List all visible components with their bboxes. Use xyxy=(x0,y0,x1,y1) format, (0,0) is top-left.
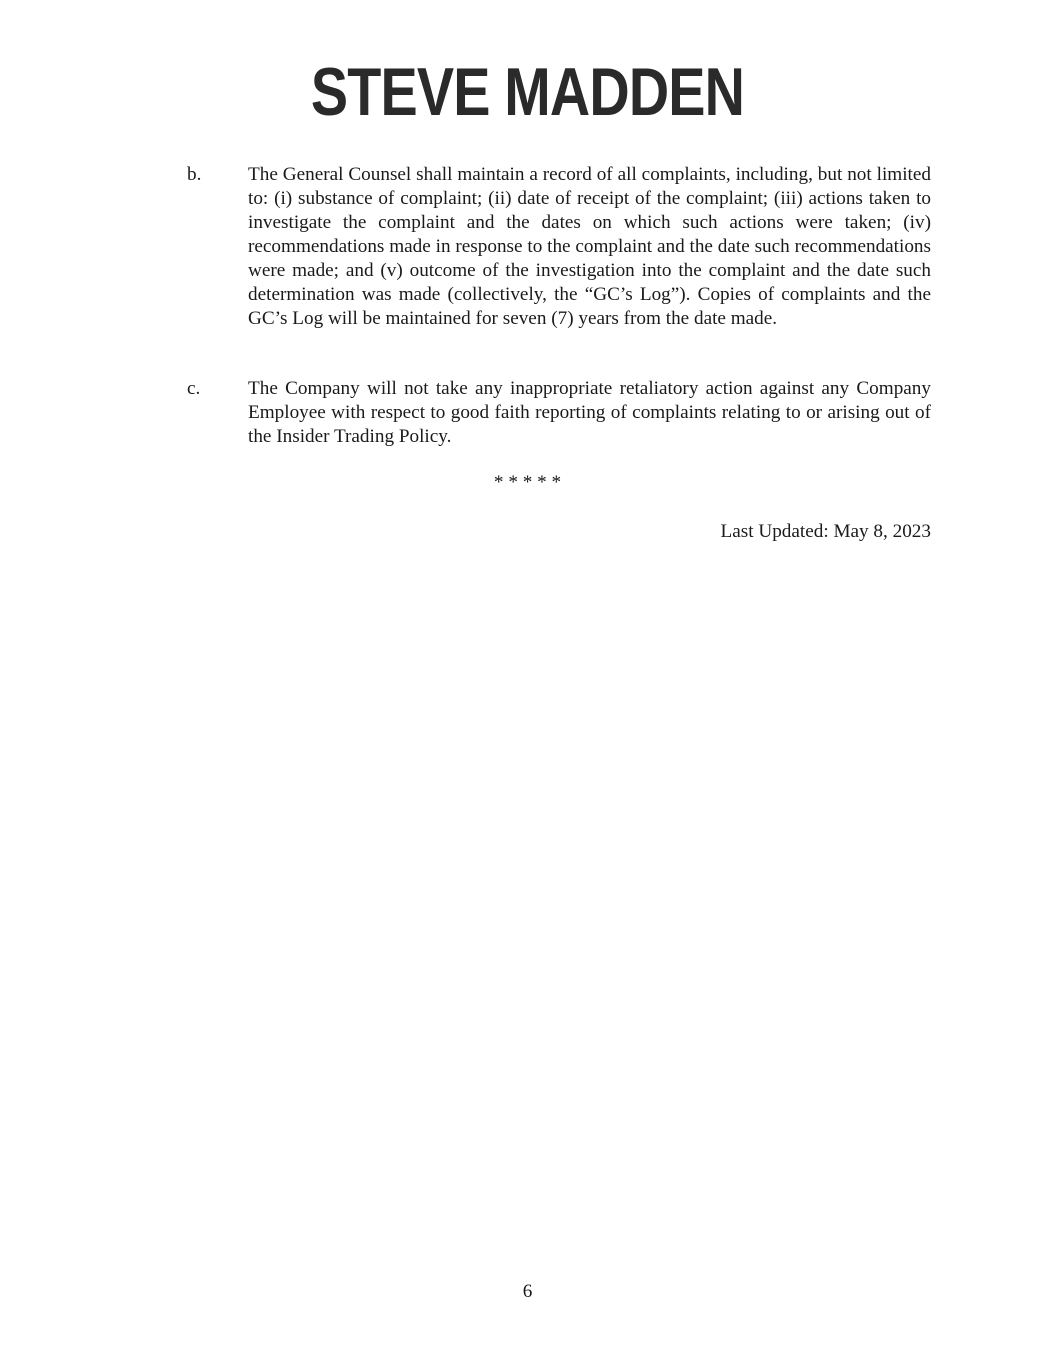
list-item-marker: c. xyxy=(187,378,201,399)
list-item-c xyxy=(187,377,931,449)
last-updated-date: Last Updated: May 8, 2023 xyxy=(720,521,931,542)
list-item-marker: b. xyxy=(187,164,202,185)
section-separator: * * * * * xyxy=(493,472,562,493)
list-item-text: The General Counsel shall maintain a record of all complaints, including, but not limited to: (i) substance of complaint; (ii) date of receipt of the complaint; (iii) actions taken to investigate the complaint and the dates on which such actions were taken; (iv) recommendations made in response to the complaint and the date such recommendations were made; and (v) outcome of the investigation into the complaint and the date such determination was made (collectively, the “GC’s Log”). Copies of complaints and the GC’s Log will be maintained for seven (7) years from the date made. xyxy=(248,164,931,329)
page-number: 6 xyxy=(522,1281,533,1302)
list-item-b xyxy=(187,163,931,331)
steve-madden-logo: STEVE MADDEN xyxy=(310,54,745,130)
list-item-text: The Company will not take any inappropriate retaliatory action against any Company Employee with respect to good faith reporting of complaints relating to or arising out of the Insider Trading Policy. xyxy=(248,378,931,447)
